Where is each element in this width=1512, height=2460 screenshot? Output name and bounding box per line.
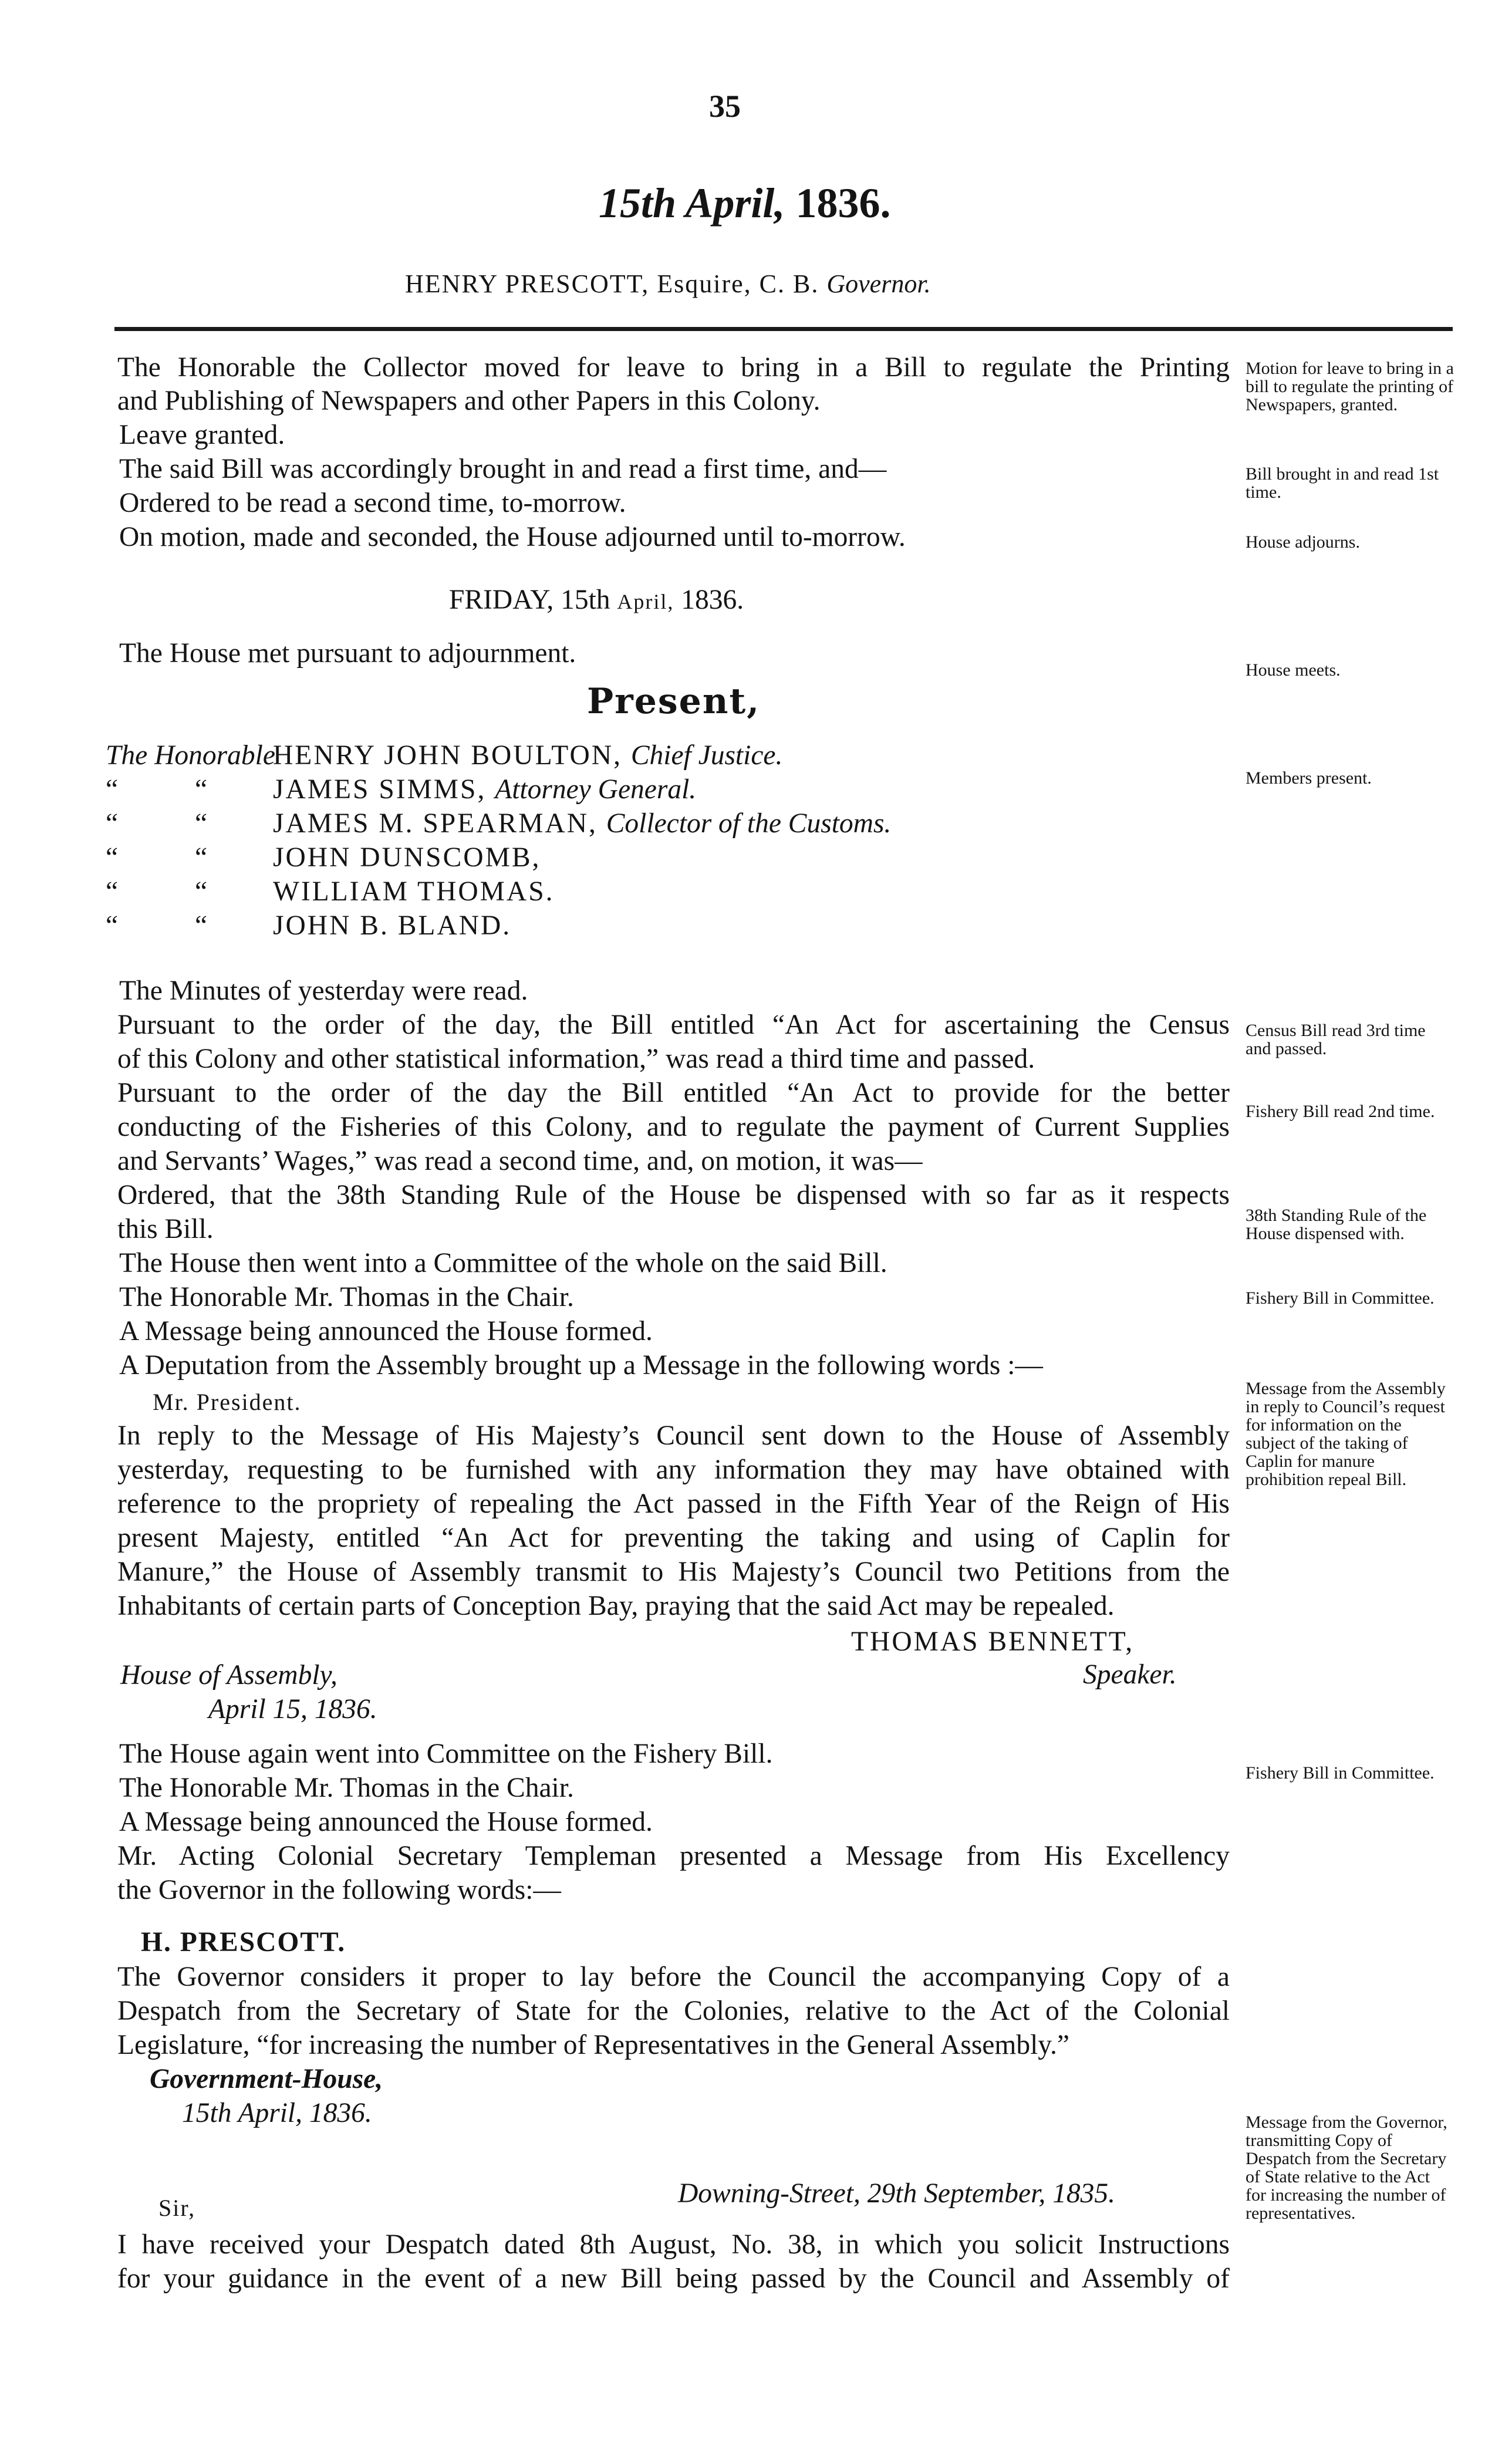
date-heading-year: 1836.: [795, 180, 891, 227]
ditto-mark: “: [106, 808, 119, 839]
ditto-mark: “: [195, 808, 208, 839]
friday-date: 15th: [561, 585, 610, 615]
census-line-1: Pursuant to the order of the day, the Bill entitled “An Act for ascertaining the Census: [117, 1010, 1230, 1040]
present-heading: Present,: [587, 681, 761, 722]
ditto-mark: “: [106, 842, 119, 873]
member-row: [106, 740, 1103, 775]
thomas-in-chair-again: The Honorable Mr. Thomas in the Chair.: [119, 1773, 574, 1803]
date-heading: [599, 179, 890, 228]
governor-message-line: Legislature, “for increasing the number of Representatives in the General Assembly.”: [117, 2030, 1069, 2060]
friday-day: FRIDAY,: [449, 585, 554, 615]
member-title: Chief Justice.: [630, 740, 783, 771]
governor-line: [405, 269, 931, 299]
assembly-signer-title: Speaker.: [1083, 1659, 1177, 1690]
margin-note: Message from the Governor, transmitting Copy of Despatch from the Secretary of State relative to the Act for increasing the number of representatives.: [1246, 2113, 1447, 2223]
margin-note: Fishery Bill in Committee.: [1246, 1763, 1435, 1783]
message-announced: A Message being announced the House formed.: [119, 1316, 653, 1347]
member-title: Collector of the Customs.: [606, 808, 892, 839]
house-met: The House met pursuant to adjournment.: [119, 638, 576, 669]
date-heading-day: 15th April,: [599, 180, 785, 227]
assembly-message-line: present Majesty, entitled “An Act for preventing the taking and using of Caplin for: [117, 1523, 1230, 1553]
friday-year: 1836.: [681, 585, 744, 615]
despatch-salutation: Sir,: [158, 2195, 196, 2221]
fishery-committee-again: The House again went into Committee on the Fishery Bill.: [119, 1739, 773, 1769]
fishery-line-1: Pursuant to the order of the day the Bill entitled “An Act to provide for the better: [117, 1078, 1230, 1108]
member-row: [106, 910, 1103, 945]
member-name: JAMES M. SPEARMAN, Collector of the Customs.: [273, 808, 892, 839]
despatch-line: for your guidance in the event of a new Bill being passed by the Council and Assembly of: [117, 2263, 1230, 2294]
deputation-line: A Deputation from the Assembly brought up a Message in the following words :—: [119, 1350, 1043, 1381]
templeman-line-2: the Governor in the following words:—: [117, 1875, 561, 1905]
margin-note: Fishery Bill read 2nd time.: [1246, 1102, 1435, 1121]
member-name: HENRY JOHN BOULTON, Chief Justice.: [273, 740, 783, 771]
header-rule: [114, 327, 1453, 331]
member-row: [106, 842, 1103, 877]
second-reading-order: Ordered to be read a second time, to-morrow.: [119, 488, 626, 518]
fishery-line-2: conducting of the Fisheries of this Colony, and to regulate the payment of Current Supplies: [117, 1112, 1230, 1142]
leave-granted: Leave granted.: [119, 420, 285, 450]
message-announced-again: A Message being announced the House formed.: [119, 1807, 653, 1837]
bill-first-reading: The said Bill was accordingly brought in and read a first time, and—: [119, 454, 887, 484]
margin-note: Fishery Bill in Committee.: [1246, 1288, 1435, 1308]
member-name: WILLIAM THOMAS.: [273, 876, 555, 907]
ditto-mark: “: [106, 910, 119, 941]
assembly-date: April 15, 1836.: [208, 1694, 377, 1725]
assembly-message-line: Manure,” the House of Assembly transmit to His Majesty’s Council two Petitions from the: [117, 1557, 1230, 1587]
templeman-line-1: Mr. Acting Colonial Secretary Templeman presented a Message from His Excellency: [117, 1841, 1230, 1871]
ditto-mark: “: [195, 910, 208, 941]
despatch-line: I have received your Despatch dated 8th August, No. 38, in which you solicit Instructions: [117, 2229, 1230, 2260]
governor-message-date: 15th April, 1836.: [182, 2098, 372, 2128]
assembly-message-line: Inhabitants of certain parts of Conception Bay, praying that the said Act may be repealed.: [117, 1591, 1115, 1621]
ditto-mark: “: [195, 774, 208, 805]
assembly-message-line: yesterday, requesting to be furnished with any information they may have obtained with: [117, 1455, 1230, 1485]
census-line-2: of this Colony and other statistical information,” was read a third time and passed.: [117, 1044, 1035, 1074]
member-name: JOHN DUNSCOMB,: [273, 842, 541, 873]
assembly-place: House of Assembly,: [120, 1660, 338, 1690]
fishery-line-3: and Servants’ Wages,” was read a second time, and, on motion, it was—: [117, 1146, 923, 1176]
collector-motion-line-1: The Honorable the Collector moved for leave to bring in a Bill to regulate the Printing: [117, 352, 1230, 383]
member-name: JAMES SIMMS, Attorney General.: [273, 774, 697, 805]
friday-heading: [449, 584, 744, 616]
assembly-message-line: reference to the propriety of repealing the Act passed in the Fifth Year of the Reign of His: [117, 1489, 1230, 1519]
page-number: 35: [709, 89, 741, 124]
despatch-place-date: Downing-Street, 29th September, 1835.: [678, 2178, 1115, 2209]
ditto-mark: “: [195, 842, 208, 873]
margin-note: 38th Standing Rule of the House dispensed with.: [1246, 1206, 1427, 1243]
mr-president-salutation: Mr. President.: [153, 1389, 302, 1415]
member-name: JOHN B. BLAND.: [273, 910, 512, 941]
ordered-line-1: Ordered, that the 38th Standing Rule of the House be dispensed with so far as it respects: [117, 1180, 1230, 1210]
governor-message-heading: H. PRESCOTT.: [141, 1927, 346, 1958]
ditto-mark: “: [106, 774, 119, 805]
friday-month: April,: [617, 590, 674, 613]
assembly-signer: THOMAS BENNETT,: [851, 1626, 1135, 1657]
governor-message-line: Despatch from the Secretary of State for the Colonies, relative to the Act of the Colonial: [117, 1996, 1230, 2026]
assembly-message-line: In reply to the Message of His Majesty’s Council sent down to the House of Assembly: [117, 1420, 1230, 1451]
thomas-in-chair: The Honorable Mr. Thomas in the Chair.: [119, 1282, 574, 1312]
minutes-read: The Minutes of yesterday were read.: [119, 976, 528, 1006]
margin-note: House adjourns.: [1246, 532, 1360, 552]
margin-note: Message from the Assembly in reply to Council’s request for information on the subject of the taking of Caplin for manure prohibition repeal Bill.: [1246, 1379, 1446, 1489]
ditto-mark: “: [195, 876, 208, 907]
ditto-mark: “: [106, 876, 119, 907]
ordered-line-2: this Bill.: [117, 1214, 214, 1244]
member-row: [106, 808, 1103, 843]
government-house: Government-House,: [150, 2064, 383, 2094]
governor-name: HENRY PRESCOTT, Esquire, C. B.: [405, 269, 819, 298]
margin-note: Bill brought in and read 1st time.: [1246, 464, 1439, 502]
adjournment: On motion, made and seconded, the House adjourned until to-morrow.: [119, 522, 906, 552]
margin-note: Members present.: [1246, 768, 1372, 788]
governor-role: Governor.: [826, 269, 931, 298]
member-title: Attorney General.: [495, 774, 697, 805]
margin-note: Motion for leave to bring in a bill to regulate the printing of Newspapers, granted.: [1246, 359, 1454, 414]
margin-note: Census Bill read 3rd time and passed.: [1246, 1021, 1426, 1058]
member-row: [106, 774, 1103, 809]
members-prefix: The Honorable: [106, 740, 275, 771]
committee-of-whole: The House then went into a Committee of the whole on the said Bill.: [119, 1248, 887, 1278]
margin-note: House meets.: [1246, 660, 1341, 680]
collector-motion-line-2: and Publishing of Newspapers and other Papers in this Colony.: [117, 386, 821, 416]
member-row: [106, 876, 1103, 911]
governor-message-line: The Governor considers it proper to lay before the Council the accompanying Copy of a: [117, 1962, 1230, 1992]
